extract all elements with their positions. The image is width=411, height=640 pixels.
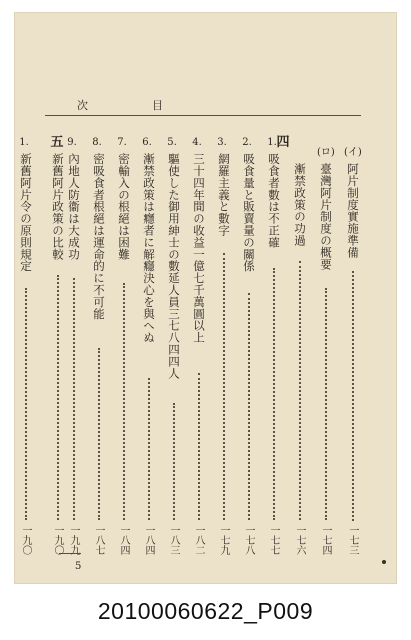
toc-entry-page: 一七七 xyxy=(268,525,279,555)
toc-entry-text: 臺灣阿片制度の概要 xyxy=(319,163,333,271)
toc-entry-page: 一八三 xyxy=(168,525,179,555)
toc-leader-dots xyxy=(123,283,125,520)
archive-id-caption: 20100060622_P009 xyxy=(97,598,314,624)
toc-leader-dots xyxy=(223,253,225,520)
document-page xyxy=(14,12,397,584)
header-char-left: 次 xyxy=(77,99,89,112)
toc-leader-dots xyxy=(325,288,327,520)
section-four-heading: 四 xyxy=(276,135,290,150)
section-five-heading: 五 xyxy=(50,135,64,150)
toc-entry-text: 三十四年間の收益一億七千萬圓以上 xyxy=(192,153,206,344)
toc-entry-text: 漸禁政策は癮者に解癮決心を與へぬ xyxy=(142,153,156,344)
toc-entry-page: 一七八 xyxy=(243,525,254,555)
toc-leader-dots xyxy=(273,268,275,520)
toc-marker: (ロ) xyxy=(317,147,335,158)
toc-entry-page: 一七三 xyxy=(347,525,358,555)
toc-leader-dots xyxy=(198,373,200,520)
toc-marker: 7. xyxy=(117,137,127,148)
page-number: 5 xyxy=(75,561,82,572)
toc-leader-dots xyxy=(299,261,301,520)
toc-marker: 5. xyxy=(167,137,177,148)
ink-dot xyxy=(382,560,386,564)
footer-rule xyxy=(59,553,81,554)
toc-marker: 8. xyxy=(92,137,102,148)
toc-leader-dots xyxy=(248,293,250,520)
toc-marker: 2. xyxy=(242,137,252,148)
toc-entry-text: 阿片制度實施準備 xyxy=(346,163,360,259)
toc-entry-page: 一七四 xyxy=(320,525,331,555)
toc-entry-page: 一八七 xyxy=(93,525,104,555)
toc-leader-dots xyxy=(173,403,175,520)
toc-entry-text: 內地人防衞は大成功 xyxy=(67,153,81,261)
toc-marker: 9. xyxy=(67,137,77,148)
toc-marker: 3. xyxy=(217,137,227,148)
toc-marker: (イ) xyxy=(344,147,362,158)
header-char-right: 目 xyxy=(152,99,164,112)
toc-entry-text: 驅使した御用紳士の數延人員三七八四四人 xyxy=(167,153,181,380)
toc-entry-page: 一七九 xyxy=(218,525,229,555)
toc-entry-text: 吸食者數は不正確 xyxy=(267,153,281,249)
toc-leader-dots xyxy=(352,271,354,521)
toc-leader-dots xyxy=(73,278,75,520)
toc-entry-page: 一八四 xyxy=(143,525,154,555)
toc-entry-text: 密吸食者根絕は運命的に不可能 xyxy=(92,153,106,320)
toc-entry-page: 一八二 xyxy=(193,525,204,555)
toc-leader-dots xyxy=(25,288,27,520)
toc-entry-text: 吸食量と販賣量の關係 xyxy=(242,153,256,272)
toc-entry-page: 一八四 xyxy=(118,525,129,555)
toc-entry-text: 新舊阿片政策の比較 xyxy=(51,153,65,261)
toc-marker: 1. xyxy=(267,137,277,148)
toc-entry-text: 新舊阿片令の原則規定 xyxy=(19,153,33,272)
header-rule xyxy=(45,115,361,116)
toc-marker: 4. xyxy=(192,137,202,148)
toc-entry-text: 漸禁政策の功過 xyxy=(293,163,307,247)
toc-entry-page: 一九九 xyxy=(68,525,79,555)
toc-marker: 1. xyxy=(19,137,29,148)
table-of-contents-header xyxy=(77,97,197,111)
toc-entry-text: 密輸入の根絕は困難 xyxy=(117,153,131,261)
toc-entry-text: 網羅主義と數字 xyxy=(217,153,231,237)
toc-leader-dots xyxy=(148,378,150,520)
toc-entry-page: 一九〇 xyxy=(52,525,63,555)
toc-entry-page: 一九〇 xyxy=(20,525,31,555)
toc-marker: 6. xyxy=(142,137,152,148)
toc-leader-dots xyxy=(57,275,59,520)
toc-leader-dots xyxy=(98,348,100,520)
toc-entry-page: 一七六 xyxy=(294,525,305,555)
